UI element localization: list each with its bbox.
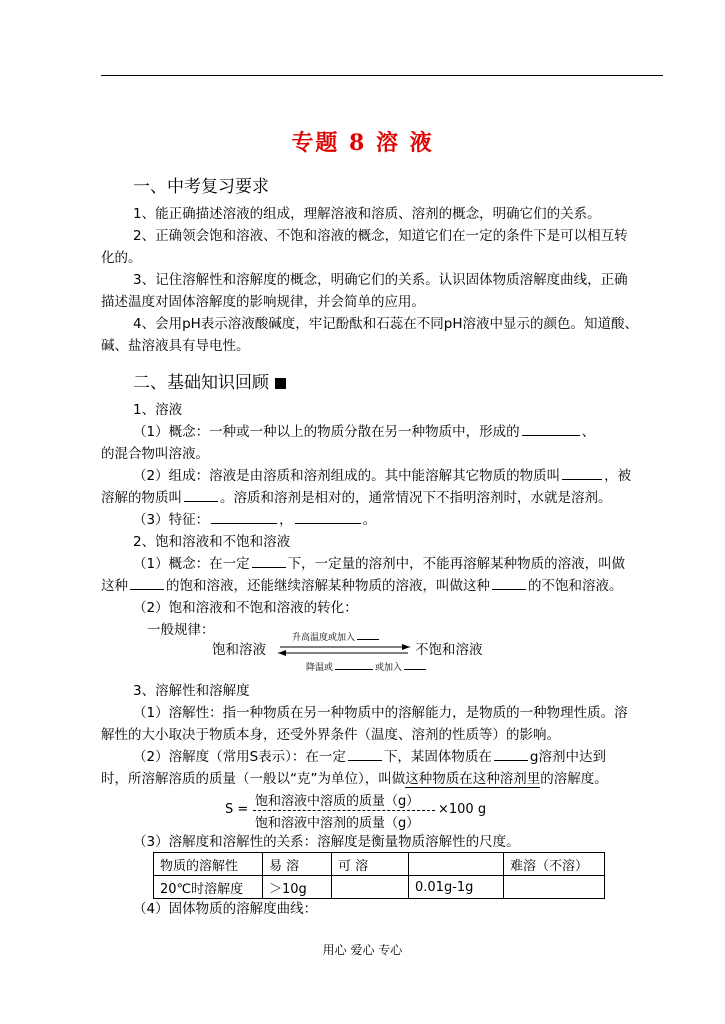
- solution-composition-cont: [101, 487, 612, 509]
- fill-blank[interactable]: [335, 661, 373, 670]
- text: ，被: [604, 468, 632, 484]
- subsection-1-title: 1、溶液: [133, 402, 183, 418]
- fill-blank[interactable]: [252, 553, 286, 568]
- text: 。溶质和溶剂是相对的，通常情况下不指明溶剂时，水就是溶剂。: [220, 490, 612, 506]
- solubility-value-definition: [133, 746, 606, 768]
- table-cell: [332, 876, 409, 899]
- fill-blank[interactable]: [494, 746, 528, 761]
- text: ，: [279, 512, 293, 528]
- text: 下，一定量的溶剂中，不能再溶解某种物质的溶液，叫做: [287, 556, 626, 572]
- text: g溶剂中达到: [529, 749, 606, 765]
- fill-blank[interactable]: [348, 746, 382, 761]
- forward-arrowhead-icon: [402, 644, 410, 650]
- fill-blank[interactable]: [492, 575, 526, 590]
- solution-concept: [133, 421, 595, 443]
- table-cell: 0.01g-1g: [409, 876, 504, 899]
- relation-statement: （3）溶解度和溶解性的关系：溶解度是衡量物质溶解性的尺度。: [133, 834, 520, 850]
- backward-condition: [306, 660, 428, 673]
- req-item-2-cont: 化的。: [101, 250, 142, 266]
- backward-arrowhead-icon: [278, 650, 286, 656]
- fill-blank[interactable]: [211, 509, 277, 524]
- text: 这种: [101, 578, 128, 594]
- conversion-diagram: [212, 630, 512, 678]
- fill-blank[interactable]: [522, 421, 580, 436]
- table-row: [154, 876, 605, 899]
- req-item-4-cont: 碱、盐溶液具有导电性。: [101, 338, 250, 354]
- conversion-title: （2）饱和溶液和不饱和溶液的转化：: [133, 600, 358, 616]
- fill-blank[interactable]: [357, 631, 379, 640]
- text: 的饱和溶液，还能继续溶解某种物质的溶液，叫做这种: [166, 578, 490, 594]
- table-cell: ＞10g: [263, 876, 332, 899]
- underlined-text: 这种物质在这种溶剂里: [405, 771, 541, 787]
- solution-composition: [133, 465, 631, 487]
- section-1-heading: 一、中考复习要求: [133, 177, 269, 197]
- text: 溶解的物质叫: [101, 490, 182, 506]
- solubility-definition: （1）溶解性：指一种物质在另一种物质中的溶解能力，是物质的一种物理性质。溶: [133, 705, 628, 721]
- subsection-3-title: 3、溶解性和溶解度: [133, 683, 250, 699]
- req-item-3-cont: 描述温度对固体溶解度的影响规律，并会简单的应用。: [101, 294, 425, 310]
- forward-condition: [292, 630, 381, 643]
- text: （2）溶解度（常用S表示）：在一定: [133, 749, 346, 765]
- page-title: 专题 8 溶 液: [291, 130, 434, 156]
- square-bullet-icon: [275, 378, 286, 389]
- formula-numerator: 饱和溶液中溶质的质量（g）: [255, 794, 420, 809]
- req-item-1: 1、能正确描述溶液的组成，理解溶液和溶质、溶剂的概念，明确它们的关系。: [133, 206, 601, 222]
- table-row: [154, 853, 605, 876]
- unsaturated-node: 不饱和溶液: [415, 642, 483, 658]
- fill-blank[interactable]: [130, 575, 164, 590]
- text: 。: [362, 512, 377, 528]
- fill-blank[interactable]: [295, 509, 361, 524]
- general-rule-label: 一般规律：: [147, 622, 215, 638]
- table-cell: [409, 853, 504, 876]
- solubility-table: [153, 852, 605, 899]
- table-cell: 可 溶: [332, 853, 409, 876]
- text: 升高温度或加入: [292, 633, 356, 643]
- table-cell: 难溶（不溶）: [504, 853, 605, 876]
- text: 、: [581, 424, 596, 440]
- saturated-node: 饱和溶液: [212, 642, 266, 658]
- table-cell: 易 溶: [263, 853, 332, 876]
- text: （1）概念：一种或一种以上的物质分散在另一种物质中，形成的: [133, 424, 520, 440]
- req-item-3: 3、记住溶解性和溶解度的概念，明确它们的关系。认识固体物质溶解度曲线，正确: [133, 272, 628, 288]
- fill-blank[interactable]: [562, 465, 602, 480]
- table-cell: [504, 876, 605, 899]
- req-item-2: 2、正确领会饱和溶液、不饱和溶液的概念，知道它们在一定的条件下是可以相互转: [133, 228, 628, 244]
- table-cell: 物质的溶解性: [154, 853, 263, 876]
- req-item-4: 4、会用pH表示溶液酸碱度，牢记酚酞和石蕊在不同pH溶液中显示的颜色。知道酸、: [133, 316, 639, 332]
- saturated-concept-cont: [101, 575, 623, 597]
- text: （2）组成：溶液是由溶质和溶剂组成的。其中能溶解其它物质的物质叫: [133, 468, 561, 484]
- section-2-heading: [133, 368, 286, 393]
- fraction-bar: [253, 810, 435, 811]
- text: 或加入: [375, 663, 403, 673]
- text: 的不饱和溶液。: [528, 578, 623, 594]
- page-footer: 用心 爱心 专心: [322, 943, 403, 957]
- table-cell: 20℃时溶解度: [154, 876, 263, 899]
- solution-concept-cont: 的混合物叫溶液。: [101, 446, 209, 462]
- text: （1）概念：在一定: [133, 556, 250, 572]
- solubility-definition-cont: 解性的大小取决于物质本身，还受外界条件（温度、溶剂的性质等）的影响。: [101, 727, 560, 743]
- text: 的溶解度。: [540, 771, 608, 787]
- solubility-curve-title: （4）固体物质的溶解度曲线：: [133, 901, 318, 917]
- text: 时，所溶解溶质的质量（一般以“克”为单位），叫做: [101, 771, 406, 787]
- fill-blank[interactable]: [404, 661, 426, 670]
- saturated-concept: [133, 553, 625, 575]
- text: 下，某固体物质在: [383, 749, 492, 765]
- solubility-value-definition-cont: [101, 768, 608, 790]
- formula-rhs: ×100 g: [438, 802, 487, 817]
- subsection-2-title: 2、饱和溶液和不饱和溶液: [133, 534, 291, 550]
- text: 降温或: [306, 663, 334, 673]
- header-rule: [101, 75, 663, 76]
- fill-blank[interactable]: [184, 487, 218, 502]
- solution-features: [133, 509, 376, 531]
- section-2-heading-text: 二、基础知识回顾: [133, 373, 269, 393]
- formula-denominator: 饱和溶液中溶剂的质量（g）: [255, 816, 420, 831]
- text: （3）特征：: [133, 512, 210, 528]
- formula-lhs: S =: [225, 802, 249, 817]
